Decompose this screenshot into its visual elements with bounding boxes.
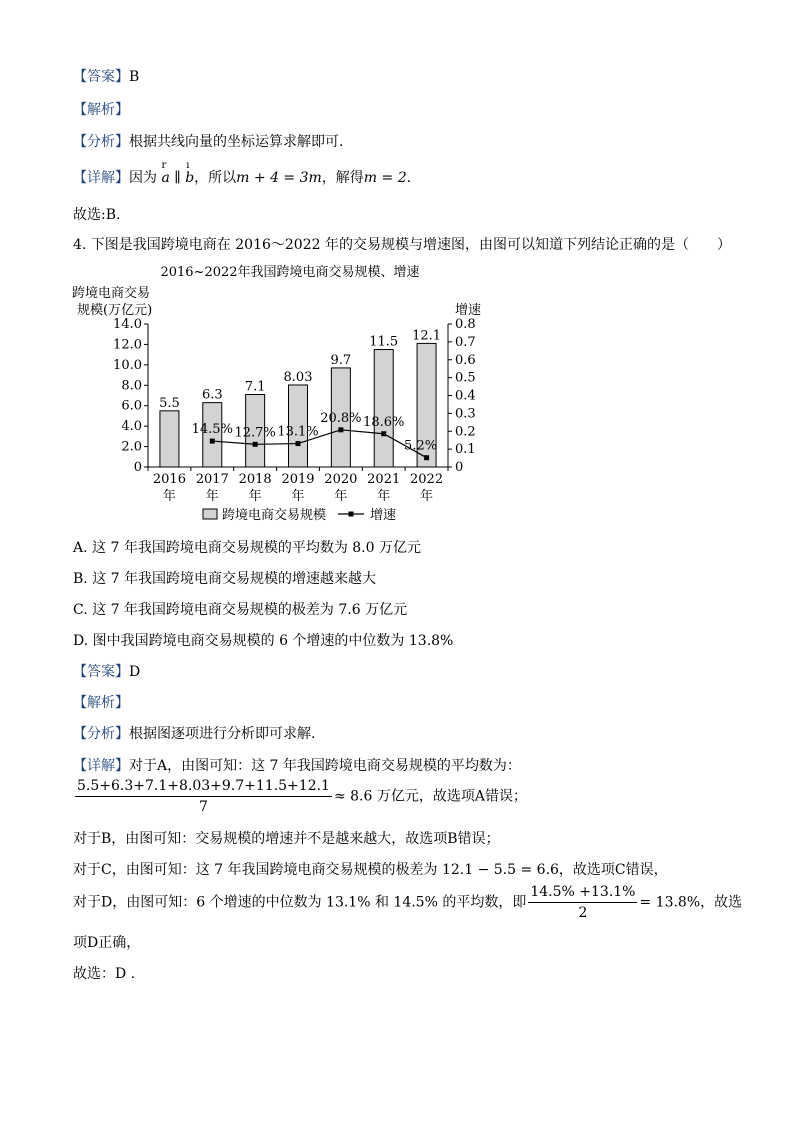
detail-d-tail: = 13.8%，故选 (639, 894, 743, 911)
question-stem: 4. 下图是我国跨境电商在 2016～2022 年的交易规模与增速图，由图可以知道下列结论正确的是（ ） (73, 237, 731, 253)
answer-line-1 (73, 66, 139, 86)
option-d: D. 图中我国跨境电商交易规模的 6 个增速的中位数为 13.8% (73, 633, 454, 649)
growth-point (338, 427, 343, 432)
fenxi-text-2: 根据图逐项进行分析即可求解. (129, 726, 316, 742)
detail-c: 对于C，由图可知：这 7 年我国跨境电商交易规模的极差为 12.1 − 5.5 = 6.6，故选项C错误， (73, 862, 668, 878)
growth-label: 13.1% (277, 424, 319, 440)
left-tick-label: 2.0 (121, 439, 142, 455)
growth-point (424, 455, 429, 460)
bar-label: 8.03 (283, 369, 313, 385)
detail-b: 对于B，由图可知：交易规模的增速并不是越来越大，故选项B错误； (73, 831, 500, 847)
answer-tag-2: 【答案】 (73, 664, 129, 680)
choice-line-1: 故选:B. (73, 207, 121, 223)
bar-label: 5.5 (159, 395, 180, 411)
category-suffix: 年 (291, 489, 305, 504)
detail-d (73, 884, 742, 921)
bar-label: 11.5 (369, 334, 399, 350)
category-label: 2017 (195, 472, 229, 487)
growth-point (253, 442, 258, 447)
bar (374, 350, 393, 467)
chart (0, 258, 794, 528)
fenxi-tag: 【分析】 (73, 134, 129, 150)
growth-label: 5.2% (404, 438, 438, 454)
left-ylabel-line2: 规模(万亿元) (77, 303, 153, 318)
right-tick-label: 0.6 (455, 352, 476, 368)
analysis-tag-2: 【解析】 (73, 695, 129, 711)
growth-point (210, 439, 215, 444)
fenxi-text: 根据共线向量的坐标运算求解即可. (129, 134, 344, 150)
left-tick-label: 0 (133, 460, 142, 475)
fenxi-tag-2: 【分析】 (73, 726, 129, 742)
fenxi-line-1 (73, 131, 343, 151)
detail-a-intro: 【详解】对于A，由图可知：这 7 年我国跨境电商交易规模的平均数为： (73, 758, 521, 774)
growth-label: 20.8% (320, 410, 362, 426)
category-label: 2018 (238, 472, 272, 487)
detail-mid: ，所以 (194, 170, 237, 186)
legend-line-label: 增速 (370, 508, 397, 523)
category-suffix: 年 (162, 489, 176, 504)
category-label: 2020 (324, 472, 358, 487)
left-tick-label: 6.0 (121, 398, 142, 414)
detail-d-pre: 对于D，由图可知：6 个增速的中位数为 13.1% 和 14.5% 的平均数，即 (73, 894, 527, 911)
detail-d-line2: 项D正确， (73, 935, 141, 951)
option-b: B. 这 7 年我国跨境电商交易规模的增速越来越大 (73, 571, 376, 587)
right-tick-label: 0.3 (455, 406, 476, 422)
mean-fraction (75, 778, 332, 815)
category-label: 2016 (152, 472, 186, 487)
detail-tag-2: 【详解】 (73, 758, 129, 774)
bar-label: 6.3 (201, 387, 223, 403)
median-fraction (528, 884, 637, 921)
left-tick-label: 10.0 (113, 357, 142, 373)
detail-line-1 (73, 160, 412, 187)
bar-label: 9.7 (330, 352, 352, 368)
category-label: 2021 (367, 472, 401, 487)
mean-denominator: 7 (199, 799, 208, 815)
detail-tag: 【详解】 (73, 170, 129, 186)
parallel-sign: ∥ (174, 170, 181, 186)
chart-title: 2016~2022年我国跨境电商交易规模、增速 (160, 265, 420, 280)
legend-bar-swatch (203, 509, 217, 519)
left-tick-label: 8.0 (121, 378, 142, 394)
fenxi-line-2 (73, 723, 315, 743)
detail-eq1: m + 4 = 3m (236, 170, 322, 186)
right-tick-label: 0.8 (455, 317, 476, 332)
right-tick-label: 0.1 (455, 442, 476, 458)
category-suffix: 年 (420, 489, 434, 504)
legend-line-marker (349, 512, 354, 517)
right-tick-label: 0.4 (455, 388, 476, 404)
answer-tag: 【答案】 (73, 69, 129, 85)
right-tick-label: 0.5 (455, 370, 476, 386)
analysis-tag: 【解析】 (73, 102, 129, 118)
right-tick-label: 0.2 (455, 424, 476, 440)
choice-line-2: 故选：D . (73, 966, 136, 982)
left-tick-label: 14.0 (113, 317, 142, 332)
answer-value: B (129, 69, 140, 85)
category-suffix: 年 (248, 489, 262, 504)
answer-line-2 (73, 661, 140, 681)
bar (160, 411, 179, 467)
category-suffix: 年 (377, 489, 391, 504)
right-tick-label: 0 (455, 460, 464, 475)
category-suffix: 年 (205, 489, 219, 504)
option-c: C. 这 7 年我国跨境电商交易规模的极差为 7.6 万亿元 (73, 602, 408, 618)
left-ylabel-line1: 跨境电商交易 (72, 286, 151, 301)
growth-label: 12.7% (234, 425, 276, 441)
growth-point (381, 431, 386, 436)
detail-a-formula (73, 778, 527, 815)
growth-point (296, 441, 301, 446)
vector-b: ı b (185, 160, 195, 186)
left-tick-label: 4.0 (121, 419, 142, 435)
growth-label: 18.6% (363, 414, 405, 430)
mean-numerator: 5.5+6.3+7.1+8.03+9.7+11.5+12.1 (75, 778, 332, 797)
right-tick-label: 0.7 (455, 334, 476, 350)
category-label: 2019 (281, 472, 315, 487)
growth-label: 14.5% (191, 422, 233, 438)
detail-mid2: ，解得 (321, 170, 364, 186)
option-a: A. 这 7 年我国跨境电商交易规模的平均数为 8.0 万亿元 (73, 540, 421, 556)
answer-value-2: D (129, 664, 141, 680)
vector-a: r a (161, 160, 170, 186)
bar-label: 7.1 (244, 379, 266, 395)
legend-bar-label: 跨境电商交易规模 (222, 508, 327, 523)
category-label: 2022 (410, 472, 444, 487)
bar-label: 12.1 (412, 328, 442, 344)
detail-end: . (406, 170, 412, 186)
median-numerator: 14.5% +13.1% (528, 884, 637, 903)
right-ylabel: 增速 (455, 303, 482, 318)
median-denominator: 2 (578, 905, 588, 921)
category-suffix: 年 (334, 489, 348, 504)
detail-pre: 因为 (129, 170, 157, 186)
mean-tail: ≈ 8.6 万亿元，故选项A错误； (333, 788, 527, 805)
detail-eq2: m = 2 (363, 170, 407, 186)
left-tick-label: 12.0 (113, 337, 142, 353)
